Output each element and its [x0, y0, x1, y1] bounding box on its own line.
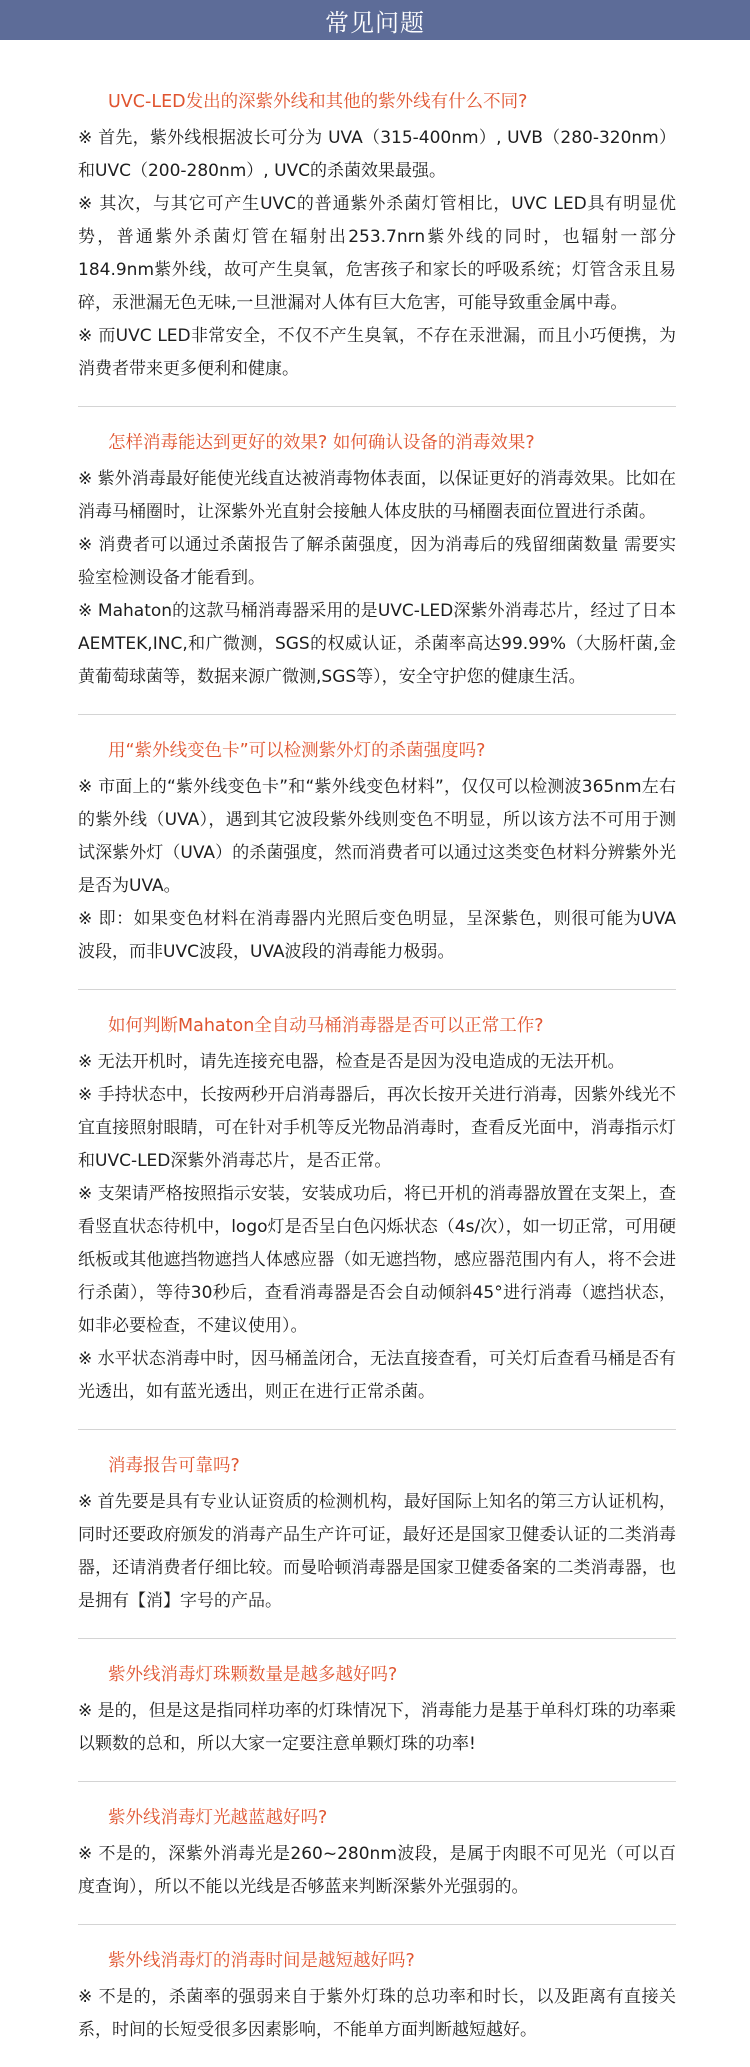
faq-answer: ※ 消费者可以通过杀菌报告了解杀菌强度，因为消毒后的残留细菌数量 需要实验室检测设备才能看到。 [78, 535, 676, 588]
faq-question: 消毒报告可靠吗? [108, 1456, 240, 1476]
page-header [0, 0, 750, 40]
faq-question: 紫外线消毒灯的消毒时间是越短越好吗? [108, 1951, 415, 1971]
faq-item [78, 1663, 676, 1782]
faq-question: UVC-LED发出的深紫外线和其他的紫外线有什么不同? [108, 92, 528, 112]
faq-item [78, 431, 676, 715]
faq-item [78, 1806, 676, 1925]
faq-question: 怎样消毒能达到更好的效果? 如何确认设备的消毒效果? [108, 433, 535, 453]
faq-answer: ※ 紫外消毒最好能使光线直达被消毒物体表面，以保证更好的消毒效果。比如在消毒马桶圈时，让深紫外光直射会接触人体皮肤的马桶圈表面位置进行杀菌。 [78, 469, 676, 522]
faq-answer: ※ 不是的，杀菌率的强弱来自于紫外灯珠的总功率和时长，以及距离有直接关系，时间的长短受很多因素影响，不能单方面判断越短越好。 [78, 1987, 676, 2040]
faq-item [78, 1454, 676, 1639]
faq-answer: ※ 即：如果变色材料在消毒器内光照后变色明显，呈深紫色，则很可能为UVA波段，而非UVC波段，UVA波段的消毒能力极弱。 [78, 909, 676, 962]
faq-item [78, 1014, 676, 1430]
faq-list [0, 40, 750, 2067]
faq-answer: ※ 首先要是具有专业认证资质的检测机构，最好国际上知名的第三方认证机构，同时还要政府颁发的消毒产品生产许可证，最好还是国家卫健委认证的二类消毒器，还请消费者仔细比较。而曼哈顿消毒器是国家卫健委备案的二类消毒器，也是拥有【消】字号的产品。 [78, 1492, 676, 1611]
faq-question: 用“紫外线变色卡”可以检测紫外灯的杀菌强度吗? [108, 741, 486, 761]
faq-item [78, 739, 676, 990]
faq-answer: ※ 其次，与其它可产生UVC的普通紫外杀菌灯管相比，UVC LED具有明显优势，普通紫外杀菌灯管在辐射出253.7nrn紫外线的同时，也辐射一部分184.9nm紫外线，故可产生臭氧，危害孩子和家长的呼吸系统；灯管含汞且易碎，汞泄漏无色无味,一旦泄漏对人体有巨大危害，可能导致重金属中毒。 [78, 194, 676, 313]
faq-answer: ※ 支架请严格按照指示安装，安装成功后，将已开机的消毒器放置在支架上，查看竖直状态待机中，logo灯是否呈白色闪烁状态（4s/次），如一切正常，可用硬纸板或其他遮挡物遮挡人体感应器（如无遮挡物，感应器范围内有人，将不会进行杀菌），等待30秒后，查看消毒器是否会自动倾斜45°进行消毒（遮挡状态，如非必要检查，不建议使用）。 [78, 1184, 676, 1336]
faq-answer: ※ 首先，紫外线根据波长可分为 UVA（315-400nm）, UVB（280-320nm）和UVC（200-280nm）, UVC的杀菌效果最强。 [78, 128, 676, 181]
faq-answer: ※ 市面上的“紫外线变色卡”和“紫外线变色材料”，仅仅可以检测波365nm左右的紫外线（UVA），遇到其它波段紫外线则变色不明显，所以该方法不可用于测试深紫外灯（UVA）的杀菌强度，然而消费者可以通过这类变色材料分辨紫外光是否为UVA。 [78, 777, 676, 896]
faq-answer: ※ 水平状态消毒中时，因马桶盖闭合，无法直接查看，可关灯后查看马桶是否有光透出，如有蓝光透出，则正在进行正常杀菌。 [78, 1349, 676, 1402]
faq-question: 紫外线消毒灯光越蓝越好吗? [108, 1808, 328, 1828]
faq-answer: ※ 是的，但是这是指同样功率的灯珠情况下，消毒能力是基于单科灯珠的功率乘以颗数的总和，所以大家一定要注意单颗灯珠的功率! [78, 1701, 676, 1754]
faq-answer: ※ 无法开机时，请先连接充电器，检查是否是因为没电造成的无法开机。 [78, 1052, 625, 1072]
faq-question: 如何判断Mahaton全自动马桶消毒器是否可以正常工作? [108, 1016, 544, 1036]
faq-answer: ※ 而UVC LED非常安全，不仅不产生臭氧，不存在汞泄漏，而且小巧便携，为消费者带来更多便利和健康。 [78, 326, 676, 379]
faq-answer: ※ 不是的，深紫外消毒光是260~280nm波段，是属于肉眼不可见光（可以百度查询），所以不能以光线是否够蓝来判断深紫外光强弱的。 [78, 1844, 676, 1897]
faq-answer: ※ 手持状态中，长按两秒开启消毒器后，再次长按开关进行消毒，因紫外线光不宜直接照射眼睛，可在针对手机等反光物品消毒时，查看反光面中，消毒指示灯和UVC-LED深紫外消毒芯片，是否正常。 [78, 1085, 676, 1171]
faq-question: 紫外线消毒灯珠颗数量是越多越好吗? [108, 1665, 398, 1685]
faq-answer: ※ Mahaton的这款马桶消毒器采用的是UVC-LED深紫外消毒芯片，经过了日本AEMTEK,INC,和广微测，SGS的权威认证，杀菌率高达99.99%（大肠杆菌,金黄葡萄球菌等，数据来源广微测,SGS等），安全守护您的健康生活。 [78, 601, 676, 687]
faq-item [78, 1949, 676, 2067]
page-title: 常见问题 [325, 8, 425, 37]
faq-item [78, 90, 676, 407]
